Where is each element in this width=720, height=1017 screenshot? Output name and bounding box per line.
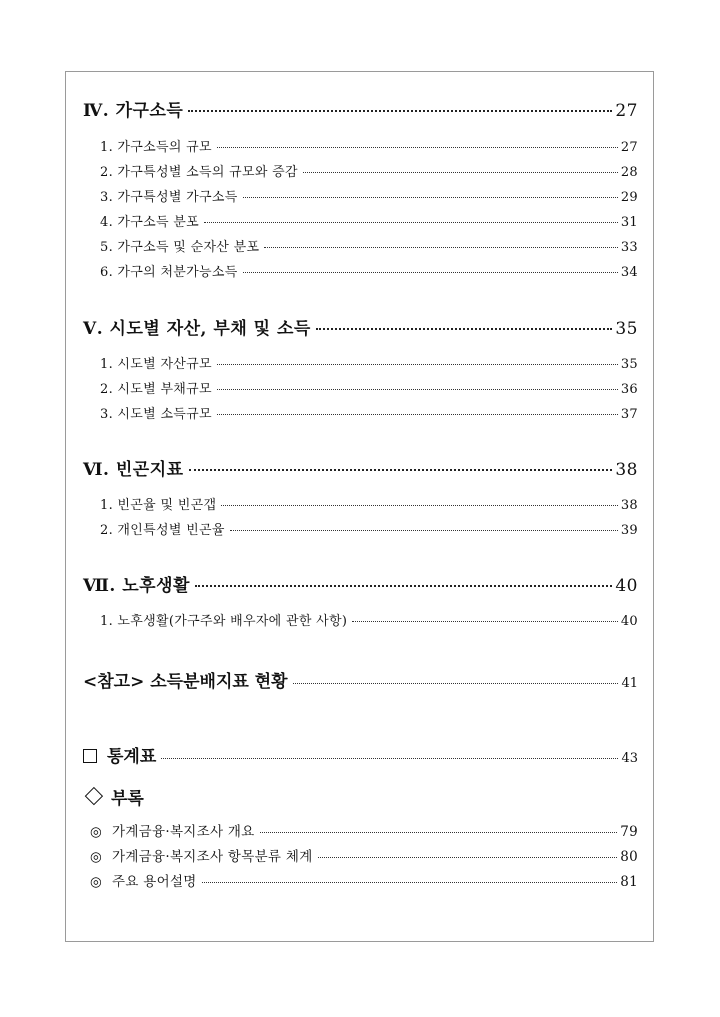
toc-page-number: 36 — [620, 382, 638, 397]
toc-page-number: 81 — [620, 874, 638, 890]
toc-item[interactable] — [100, 186, 638, 205]
toc-item[interactable] — [100, 378, 638, 397]
toc-item[interactable] — [100, 161, 638, 180]
toc-item-label: 1. 시도별 자산규모 — [100, 357, 212, 372]
toc-appendix-item[interactable] — [90, 845, 638, 865]
toc-appendix — [83, 784, 638, 809]
toc-item-label: 2. 개인특성별 빈곤율 — [100, 523, 225, 538]
toc-page-number: 33 — [620, 240, 638, 255]
double-circle-icon: ◎ — [90, 874, 103, 890]
toc-page-number: 38 — [615, 460, 638, 480]
toc-appendix-item[interactable] — [90, 870, 638, 890]
toc-page-number: 38 — [620, 498, 638, 513]
leader-dots — [303, 172, 618, 173]
toc-page-number: 79 — [620, 824, 638, 840]
toc-item-label: 3. 가구특성별 가구소득 — [100, 190, 238, 205]
toc-item-label: 1. 빈곤율 및 빈곤갭 — [100, 498, 217, 513]
leader-dots — [217, 414, 618, 415]
toc-page-number: 43 — [621, 751, 638, 766]
leader-dots — [217, 147, 618, 148]
diamond-icon — [85, 787, 103, 805]
toc-item-label: 4. 가구소득 분포 — [100, 215, 200, 230]
leader-dots — [189, 469, 613, 471]
leader-dots — [293, 683, 619, 684]
leader-dots — [202, 882, 618, 883]
leader-dots — [318, 857, 618, 858]
leader-dots — [260, 832, 618, 833]
double-circle-icon: ◎ — [90, 849, 103, 865]
toc-item-label: 5. 가구소득 및 순자산 분포 — [100, 240, 260, 255]
leader-dots — [243, 272, 618, 273]
leader-dots — [221, 505, 618, 506]
toc-stats[interactable] — [83, 742, 638, 767]
toc-item[interactable] — [100, 136, 638, 155]
leader-dots — [188, 110, 612, 112]
toc-item[interactable] — [100, 261, 638, 280]
toc-item-label: 2. 시도별 부채규모 — [100, 382, 212, 397]
toc-page-number: 31 — [620, 215, 638, 230]
toc-section-title: Ⅳ. 가구소득 — [83, 101, 184, 121]
toc-page-number: 40 — [620, 614, 638, 629]
toc-item-label: 가계금융·복지조사 개요 — [112, 824, 255, 840]
toc-page-number: 40 — [615, 576, 638, 596]
toc-item-label: 1. 노후생활(가구주와 배우자에 관한 사항) — [100, 614, 348, 629]
toc-section-vii[interactable] — [83, 571, 638, 596]
toc-item[interactable] — [100, 519, 638, 538]
toc-section-title: Ⅵ. 빈곤지표 — [83, 460, 184, 480]
toc-stats-title: 통계표 — [107, 747, 157, 767]
toc-section-title: Ⅶ. 노후생활 — [83, 576, 190, 596]
toc-item[interactable] — [100, 403, 638, 422]
leader-dots — [243, 197, 618, 198]
toc-item-label: 주요 용어설명 — [112, 874, 197, 890]
toc-item[interactable] — [100, 211, 638, 230]
toc-page-number: 34 — [620, 265, 638, 280]
toc-page-number: 39 — [620, 523, 638, 538]
leader-dots — [352, 621, 618, 622]
toc-item[interactable] — [100, 236, 638, 255]
double-circle-icon: ◎ — [90, 824, 103, 840]
toc-item-label: 2. 가구특성별 소득의 규모와 증감 — [100, 165, 298, 180]
toc-page-number: 29 — [620, 190, 638, 205]
leader-dots — [217, 389, 618, 390]
toc-reference-title: <참고> 소득분배지표 현황 — [83, 672, 288, 692]
toc-section-vi[interactable] — [83, 455, 638, 480]
toc-reference[interactable] — [83, 667, 638, 692]
toc-section-iv[interactable] — [83, 96, 638, 121]
toc-section-v[interactable] — [83, 314, 638, 339]
leader-dots — [161, 758, 618, 759]
toc-item-label: 가계금융·복지조사 항목분류 체계 — [112, 849, 313, 865]
toc-appendix-item[interactable] — [90, 820, 638, 840]
leader-dots — [230, 530, 618, 531]
toc-page-number: 27 — [615, 101, 638, 121]
toc-item[interactable] — [100, 494, 638, 513]
toc-item-label: 6. 가구의 처분가능소득 — [100, 265, 238, 280]
toc-item[interactable] — [100, 353, 638, 372]
toc-item-label: 3. 시도별 소득규모 — [100, 407, 212, 422]
toc-page-number: 27 — [620, 140, 638, 155]
toc-page-number: 28 — [620, 165, 638, 180]
toc-page-number: 37 — [620, 407, 638, 422]
toc-page-number: 35 — [615, 319, 638, 339]
leader-dots — [204, 222, 618, 223]
leader-dots — [316, 328, 613, 330]
toc-page-number: 35 — [620, 357, 638, 372]
toc-item[interactable] — [100, 610, 638, 629]
toc-appendix-title: 부록 — [111, 789, 144, 809]
square-icon — [83, 749, 97, 763]
leader-dots — [264, 247, 618, 248]
toc-page-number: 41 — [621, 676, 638, 691]
toc-page-number: 80 — [620, 849, 638, 865]
leader-dots — [195, 585, 612, 587]
leader-dots — [217, 364, 618, 365]
toc-section-title: Ⅴ. 시도별 자산, 부채 및 소득 — [83, 319, 311, 339]
toc-item-label: 1. 가구소득의 규모 — [100, 140, 212, 155]
